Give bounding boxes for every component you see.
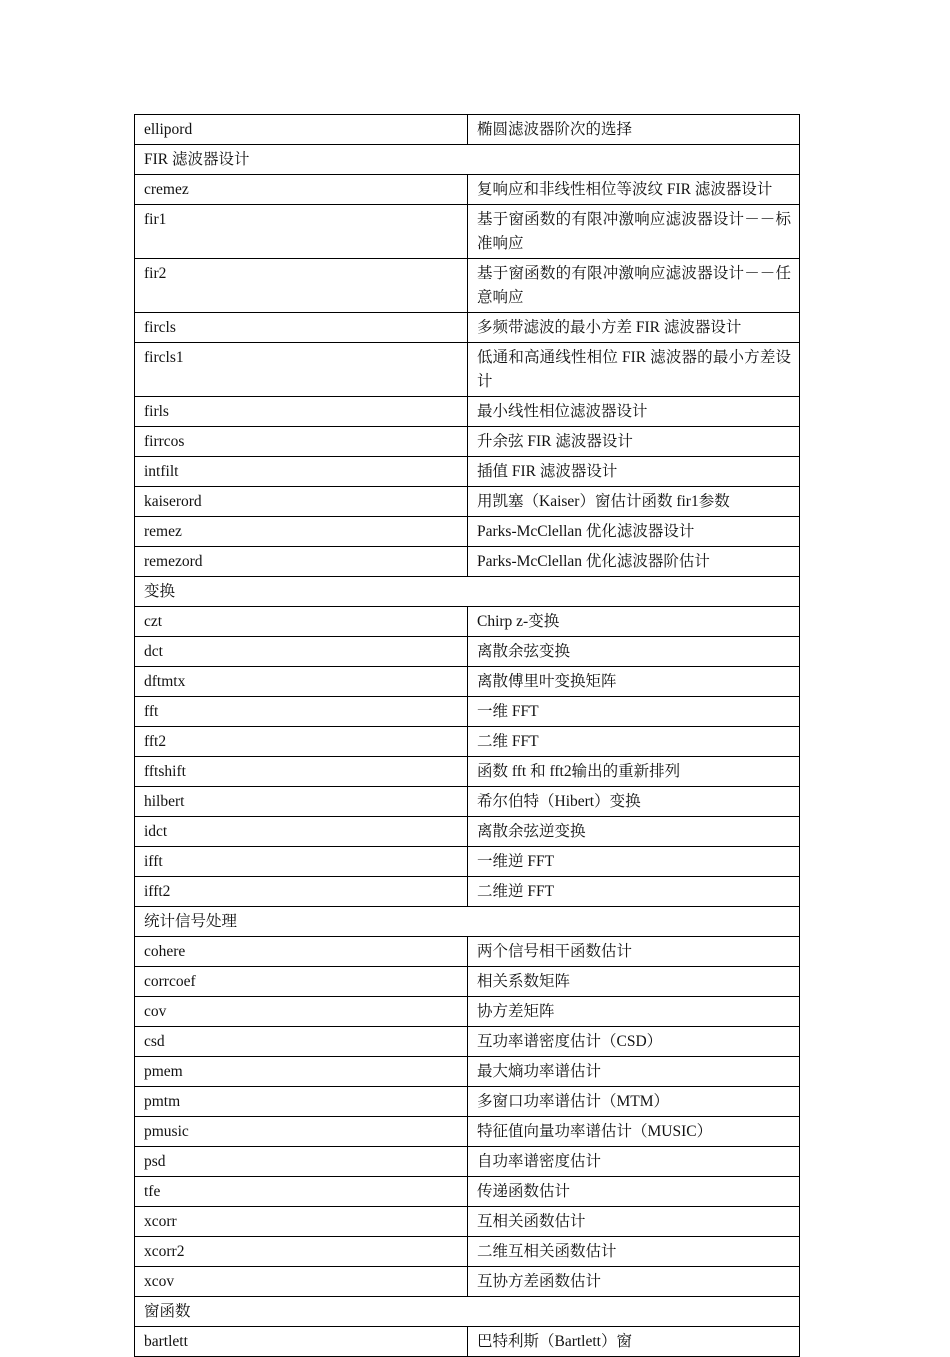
table-row bbox=[135, 667, 800, 697]
table-row bbox=[135, 1087, 800, 1117]
table-row bbox=[135, 637, 800, 667]
function-name-cell: remezord bbox=[135, 547, 468, 577]
function-name-cell: cremez bbox=[135, 175, 468, 205]
function-name-cell: fir1 bbox=[135, 205, 468, 259]
function-description-cell: 基于窗函数的有限冲激响应滤波器设计－－标准响应 bbox=[468, 205, 800, 259]
table-row bbox=[135, 757, 800, 787]
section-title: 统计信号处理 bbox=[135, 907, 800, 937]
function-description-cell: 离散傅里叶变换矩阵 bbox=[468, 667, 800, 697]
function-name-cell: intfilt bbox=[135, 457, 468, 487]
function-description-cell: 多窗口功率谱估计（MTM） bbox=[468, 1087, 800, 1117]
function-description-cell: 互相关函数估计 bbox=[468, 1207, 800, 1237]
function-description-cell: 希尔伯特（Hibert）变换 bbox=[468, 787, 800, 817]
function-name-cell: pmtm bbox=[135, 1087, 468, 1117]
function-name-cell: fir2 bbox=[135, 259, 468, 313]
function-description-cell: 特征值向量功率谱估计（MUSIC） bbox=[468, 1117, 800, 1147]
function-description-cell: 离散余弦逆变换 bbox=[468, 817, 800, 847]
function-name-cell: xcorr2 bbox=[135, 1237, 468, 1267]
table-row bbox=[135, 457, 800, 487]
function-name-cell: csd bbox=[135, 1027, 468, 1057]
table-row bbox=[135, 967, 800, 997]
function-description-cell: 两个信号相干函数估计 bbox=[468, 937, 800, 967]
function-name-cell: fircls1 bbox=[135, 343, 468, 397]
function-name-cell: dftmtx bbox=[135, 667, 468, 697]
function-name-cell: fft2 bbox=[135, 727, 468, 757]
function-name-cell: bartlett bbox=[135, 1327, 468, 1357]
function-name-cell: dct bbox=[135, 637, 468, 667]
function-name-cell: cohere bbox=[135, 937, 468, 967]
table-row bbox=[135, 1267, 800, 1297]
function-description-cell: 复响应和非线性相位等波纹 FIR 滤波器设计 bbox=[468, 175, 800, 205]
function-name-cell: fftshift bbox=[135, 757, 468, 787]
table-row bbox=[135, 817, 800, 847]
function-name-cell: cov bbox=[135, 997, 468, 1027]
function-description-cell: 低通和高通线性相位 FIR 滤波器的最小方差设计 bbox=[468, 343, 800, 397]
table-row bbox=[135, 1327, 800, 1357]
table-row bbox=[135, 697, 800, 727]
function-description-cell: 二维逆 FFT bbox=[468, 877, 800, 907]
function-description-cell: 椭圆滤波器阶次的选择 bbox=[468, 115, 800, 145]
function-description-cell: 用凯塞（Kaiser）窗估计函数 fir1参数 bbox=[468, 487, 800, 517]
function-name-cell: fft bbox=[135, 697, 468, 727]
section-header-row bbox=[135, 145, 800, 175]
function-name-cell: fircls bbox=[135, 313, 468, 343]
function-description-cell: Chirp z-变换 bbox=[468, 607, 800, 637]
function-description-cell: 函数 fft 和 fft2输出的重新排列 bbox=[468, 757, 800, 787]
function-description-cell: 基于窗函数的有限冲激响应滤波器设计－－任意响应 bbox=[468, 259, 800, 313]
function-description-cell: 插值 FIR 滤波器设计 bbox=[468, 457, 800, 487]
section-title: 窗函数 bbox=[135, 1297, 800, 1327]
function-name-cell: kaiserord bbox=[135, 487, 468, 517]
table-row bbox=[135, 607, 800, 637]
function-name-cell: pmem bbox=[135, 1057, 468, 1087]
section-title: FIR 滤波器设计 bbox=[135, 145, 800, 175]
table-row bbox=[135, 1057, 800, 1087]
table-row bbox=[135, 1237, 800, 1267]
function-description-cell: 升余弦 FIR 滤波器设计 bbox=[468, 427, 800, 457]
table-row bbox=[135, 115, 800, 145]
function-description-cell: 相关系数矩阵 bbox=[468, 967, 800, 997]
function-description-cell: 最小线性相位滤波器设计 bbox=[468, 397, 800, 427]
table-row bbox=[135, 1177, 800, 1207]
function-description-cell: 多频带滤波的最小方差 FIR 滤波器设计 bbox=[468, 313, 800, 343]
table-row bbox=[135, 205, 800, 259]
function-description-cell: 最大熵功率谱估计 bbox=[468, 1057, 800, 1087]
function-name-cell: hilbert bbox=[135, 787, 468, 817]
table-row bbox=[135, 427, 800, 457]
function-description-cell: 二维互相关函数估计 bbox=[468, 1237, 800, 1267]
function-name-cell: czt bbox=[135, 607, 468, 637]
table-row bbox=[135, 847, 800, 877]
section-header-row bbox=[135, 907, 800, 937]
function-description-cell: 巴特利斯（Bartlett）窗 bbox=[468, 1327, 800, 1357]
table-row bbox=[135, 175, 800, 205]
table-row bbox=[135, 997, 800, 1027]
function-description-cell: 传递函数估计 bbox=[468, 1177, 800, 1207]
table-row bbox=[135, 787, 800, 817]
table-row bbox=[135, 1027, 800, 1057]
function-description-cell: Parks-McClellan 优化滤波器阶估计 bbox=[468, 547, 800, 577]
function-name-cell: xcov bbox=[135, 1267, 468, 1297]
section-header-row bbox=[135, 1297, 800, 1327]
table-row bbox=[135, 487, 800, 517]
function-name-cell: ellipord bbox=[135, 115, 468, 145]
function-description-cell: 互协方差函数估计 bbox=[468, 1267, 800, 1297]
function-name-cell: remez bbox=[135, 517, 468, 547]
function-name-cell: firls bbox=[135, 397, 468, 427]
table-row bbox=[135, 937, 800, 967]
table-row bbox=[135, 727, 800, 757]
function-name-cell: ifft2 bbox=[135, 877, 468, 907]
function-name-cell: corrcoef bbox=[135, 967, 468, 997]
table-row bbox=[135, 397, 800, 427]
table-row bbox=[135, 1117, 800, 1147]
section-header-row bbox=[135, 577, 800, 607]
function-description-cell: 自功率谱密度估计 bbox=[468, 1147, 800, 1177]
table-row bbox=[135, 313, 800, 343]
function-description-cell: 一维 FFT bbox=[468, 697, 800, 727]
function-description-cell: 离散余弦变换 bbox=[468, 637, 800, 667]
table-row bbox=[135, 343, 800, 397]
function-description-cell: 一维逆 FFT bbox=[468, 847, 800, 877]
function-description-cell: 互功率谱密度估计（CSD） bbox=[468, 1027, 800, 1057]
function-description-cell: 协方差矩阵 bbox=[468, 997, 800, 1027]
table-row bbox=[135, 1147, 800, 1177]
table-row bbox=[135, 877, 800, 907]
section-title: 变换 bbox=[135, 577, 800, 607]
function-table-body bbox=[135, 115, 800, 1357]
function-name-cell: tfe bbox=[135, 1177, 468, 1207]
function-name-cell: idct bbox=[135, 817, 468, 847]
function-name-cell: firrcos bbox=[135, 427, 468, 457]
table-row bbox=[135, 259, 800, 313]
function-description-cell: 二维 FFT bbox=[468, 727, 800, 757]
table-row bbox=[135, 517, 800, 547]
function-name-cell: xcorr bbox=[135, 1207, 468, 1237]
function-table bbox=[134, 114, 800, 1357]
function-name-cell: ifft bbox=[135, 847, 468, 877]
table-row bbox=[135, 547, 800, 577]
function-description-cell: Parks-McClellan 优化滤波器设计 bbox=[468, 517, 800, 547]
function-name-cell: pmusic bbox=[135, 1117, 468, 1147]
table-row bbox=[135, 1207, 800, 1237]
function-name-cell: psd bbox=[135, 1147, 468, 1177]
